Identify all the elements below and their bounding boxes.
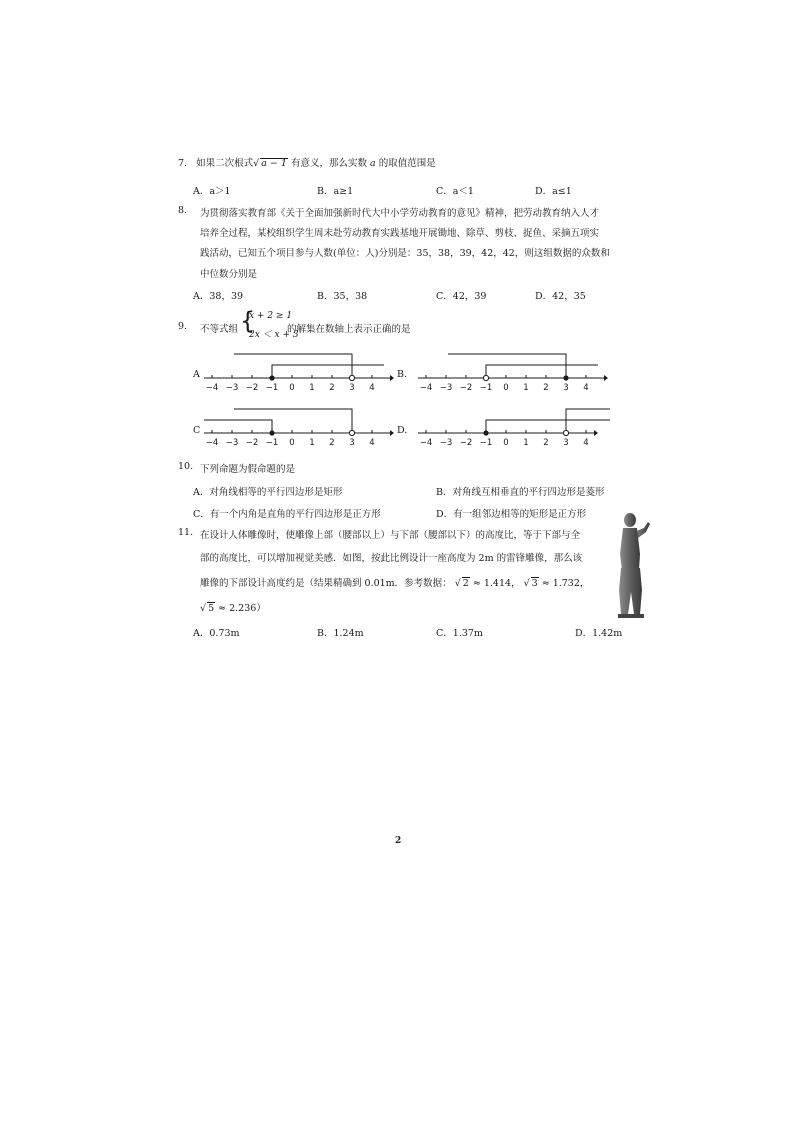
tick-label: 2	[543, 383, 549, 393]
q11-line-2: 部的高度比，可以增加视觉美感．如图，按此比例设计一座高度为 2m 的雷锋雕像，那么该	[200, 553, 583, 564]
tick-label: 1	[523, 383, 529, 393]
q9-inequality-1: x + 2 ≥ 1	[249, 311, 293, 321]
q10-option-d: D．有一组邻边相等的矩形是正方形	[436, 509, 587, 520]
tick-label: 3	[349, 383, 355, 393]
tick-label: 2	[329, 438, 335, 448]
q8-option-b: B．35，38	[317, 291, 368, 302]
q8-option-c: C．42，39	[436, 291, 487, 302]
q7-option-b: B．a≥1	[317, 186, 354, 197]
q9-inequality-2: 2x ＜ x + 3	[249, 330, 299, 340]
q7-number: 7.	[178, 158, 188, 169]
q7-stem: 7. 如果二次根式√ a − 1 有意义，那么实数 a 的取值范围是	[178, 158, 436, 169]
q8-line-3: 践活动，已知五个项目参与人数(单位：人)分别是：35，38，39，42，42，则这组数据的众数和	[200, 248, 610, 259]
tick-label: 1	[309, 383, 315, 393]
number-line-c	[204, 405, 394, 450]
tick-label: −1	[479, 383, 493, 393]
q7-variable: a	[369, 158, 376, 169]
tick-label: −3	[439, 383, 453, 393]
q8-line-1: 为贯彻落实教育部《关于全面加强新时代大中小学劳动教育的意见》精神，把劳动教育纳入人才	[200, 208, 600, 219]
tick-label: −4	[205, 438, 219, 448]
q7-option-d: D．a≤1	[535, 186, 572, 197]
q11-option-a: A．0.73m	[193, 628, 240, 639]
tick-label: −1	[265, 383, 279, 393]
q11-ref3-value: ≈ 2.236）	[218, 603, 266, 614]
tick-label: 2	[543, 438, 549, 448]
q8-number: 8.	[178, 205, 188, 216]
q11-ref1-value: ≈ 1.414，	[472, 578, 521, 589]
q9-brace: {	[240, 307, 256, 335]
q11-ref2-radicand: 3	[531, 578, 538, 589]
tick-label: 4	[583, 383, 589, 393]
q9-label-d: D.	[397, 425, 408, 436]
statue-illustration	[610, 510, 652, 618]
tick-label: −4	[205, 383, 219, 393]
q9-label-b: B.	[397, 369, 408, 380]
tick-label: 0	[289, 383, 295, 393]
tick-label: 3	[563, 438, 569, 448]
q11-line-1: 在设计人体雕像时，使雕像上部（腰部以上）与下部（腰部以下）的高度比，等于下部与全	[200, 530, 581, 541]
tick-label: −3	[225, 438, 239, 448]
q9-number: 9.	[178, 321, 188, 332]
tick-label: 4	[583, 438, 589, 448]
q11-ref1-radicand: 2	[462, 578, 469, 589]
q7-option-c: C．a＜1	[436, 186, 474, 197]
tick-label: −3	[439, 438, 453, 448]
q11-line-3: 雕像的下部设计高度约是（结果精确到 0.01m．参考数据： √ 2 ≈ 1.414， √ 3 ≈ 1.732，	[200, 578, 590, 589]
tick-label: −3	[225, 383, 239, 393]
q8-line-2: 培养全过程，某校组织学生周末赴劳动教育实践基地开展锄地、除草、剪枝、捉鱼、采摘五项实	[200, 228, 600, 239]
q10-option-b: B．对角线互相垂直的平行四边形是菱形	[436, 487, 605, 498]
tick-label: −1	[479, 438, 493, 448]
q7-text-end: 的取值范围是	[378, 158, 436, 169]
tick-label: −2	[459, 383, 473, 393]
q7-radicand: a − 1	[261, 158, 287, 169]
q10-option-a: A．对角线相等的平行四边形是矩形	[193, 487, 343, 498]
q9-text-before: 不等式组	[200, 324, 239, 335]
tick-label: 0	[503, 383, 509, 393]
tick-label: 0	[289, 438, 295, 448]
q11-ref2-value: ≈ 1.732，	[541, 578, 590, 589]
tick-label: 4	[369, 383, 375, 393]
q10-text: 下列命题为假命题的是	[200, 464, 296, 475]
tick-label: 1	[523, 438, 529, 448]
q11-ref3-radicand: 5	[208, 603, 215, 614]
tick-label: 3	[563, 383, 569, 393]
tick-label: −2	[245, 383, 259, 393]
q11-option-c: C．1.37m	[436, 628, 483, 639]
tick-label: 1	[309, 438, 315, 448]
q11-line-4: √ 5 ≈ 2.236）	[200, 603, 266, 614]
tick-label: −2	[245, 438, 259, 448]
q11-option-b: B．1.24m	[317, 628, 364, 639]
tick-label: −4	[419, 438, 433, 448]
tick-label: −1	[265, 438, 279, 448]
number-line-a	[204, 350, 394, 395]
q8-line-4: 中位数分别是	[200, 269, 258, 280]
q7-option-a: A．a＞1	[193, 186, 231, 197]
q11-number: 11.	[178, 527, 194, 538]
tick-label: 4	[369, 438, 375, 448]
q8-option-a: A．38，39	[193, 291, 244, 302]
q9-label-a: A	[193, 369, 200, 380]
q11-line-3-text: 雕像的下部设计高度约是（结果精确到 0.01m．参考数据：	[200, 578, 452, 589]
tick-label: 3	[349, 438, 355, 448]
tick-label: −4	[419, 383, 433, 393]
tick-label: −2	[459, 438, 473, 448]
tick-label: 2	[329, 383, 335, 393]
q7-text-before: 如果二次根式	[196, 158, 254, 169]
q10-number: 10.	[178, 461, 194, 472]
number-line-b	[418, 350, 608, 395]
q10-option-c: C．有一个内角是直角的平行四边形是正方形	[193, 509, 381, 520]
q11-option-d: D．1.42m	[575, 628, 623, 639]
tick-label: 0	[503, 438, 509, 448]
q9-text-after: 的解集在数轴上表示正确的是	[287, 324, 411, 335]
number-line-d	[418, 405, 610, 450]
q9-label-c: C	[193, 425, 201, 436]
q7-text-after: 有意义，那么实数	[290, 158, 367, 169]
page-number: 2	[395, 836, 402, 846]
q8-option-d: D．42，35	[535, 291, 586, 302]
